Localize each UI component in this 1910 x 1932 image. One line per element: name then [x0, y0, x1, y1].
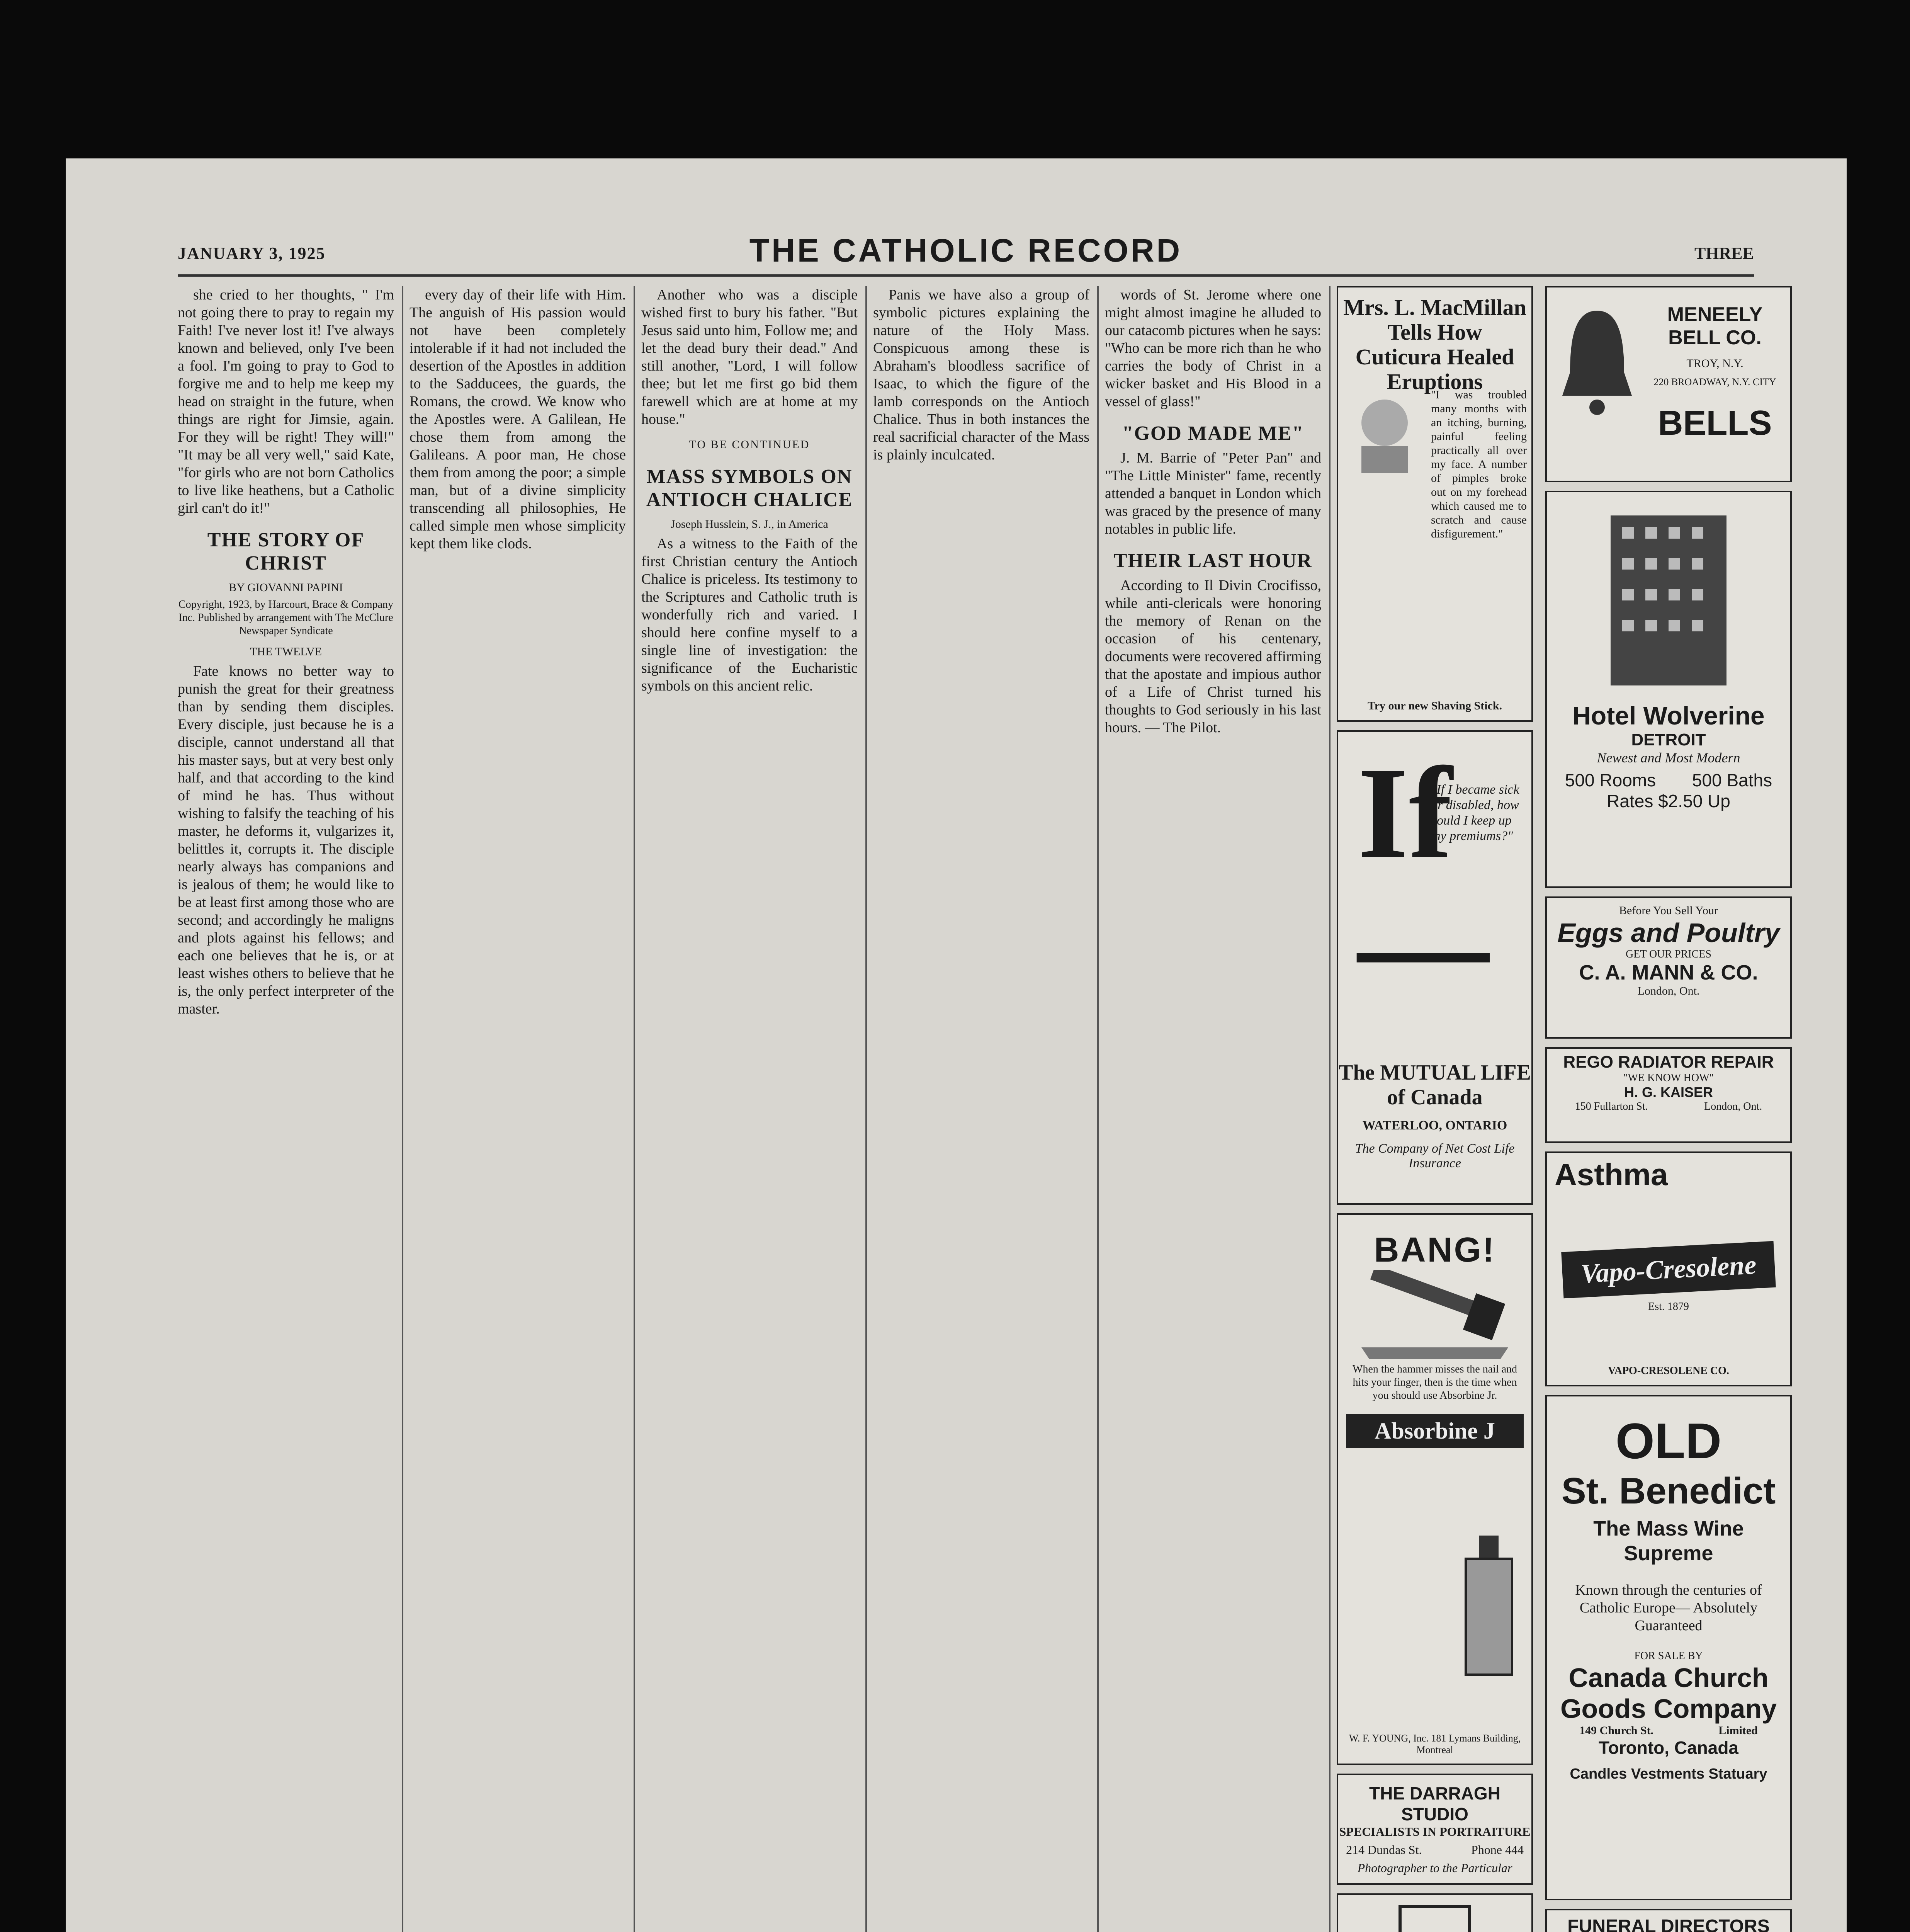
bottle-icon — [1458, 1536, 1520, 1682]
ad-phone: Phone 444 — [1471, 1843, 1524, 1857]
ad-firm: C. A. MANN & CO. — [1579, 961, 1758, 984]
column-5 — [1105, 286, 1321, 1932]
column-rule — [1097, 286, 1099, 1932]
article-headline: "GOD MADE ME" — [1122, 422, 1304, 444]
column-rule — [1329, 286, 1331, 1932]
woman-portrait-icon — [1346, 388, 1423, 473]
article-body: Another who was a disciple wished first to bury his father. "But Jesus said unto him, Follow me; and let the dead bury their dead." And still another, "Lord, I will follow thee; but let me first go bid them farewell which are at home at my house." — [641, 287, 858, 427]
ad-city: London, Ont. — [1704, 1100, 1762, 1112]
article-body: Panis we have also a group of symbolic pictures explaining the nature of the Holy Mass. Conspicuous among these is Abraham's bloodless sacrifice of Isaac, to which the figure of the lamb corresponds on the Antioch Chalice. Thus in both instances the real sacrificial character of the Mass is plainly inculcated. — [873, 287, 1089, 463]
cabinet-icon — [1385, 1903, 1485, 1932]
radiator-repair-ad — [1545, 1047, 1792, 1143]
column-3 — [641, 286, 858, 1932]
ad-big-letter: If— — [1358, 740, 1489, 1017]
ad-quote: "If I became sick or disabled, how could I keep up my premiums?" — [1431, 782, 1519, 843]
ad-tagline: "WE KNOW HOW" — [1623, 1072, 1714, 1084]
ad-address: 149 Church St. — [1579, 1724, 1654, 1737]
ad-city: Toronto, Canada — [1598, 1738, 1739, 1758]
eggs-poultry-ad — [1545, 896, 1792, 1039]
ad-baths: 500 Baths — [1692, 770, 1772, 790]
ad-title: St. Benedict — [1561, 1470, 1776, 1512]
continued-note: TO BE CONTINUED — [689, 438, 810, 451]
ad-title: REGO RADIATOR REPAIR — [1563, 1053, 1774, 1071]
ad-sale: FOR SALE BY — [1634, 1650, 1703, 1662]
ad-name: H. G. KAISER — [1624, 1084, 1713, 1100]
ad-city: DETROIT — [1631, 730, 1706, 749]
issue-date: JANUARY 3, 1925 — [178, 244, 326, 263]
ad-brand: Absorbine J — [1346, 1414, 1524, 1448]
ad-address: 150 Fullarton St. — [1575, 1100, 1648, 1112]
absorbine-ad — [1337, 1213, 1533, 1765]
cuticura-ad — [1337, 286, 1533, 722]
ad-title: MENEELY BELL CO. — [1667, 303, 1763, 349]
ad-tagline: Photographer to the Particular — [1357, 1861, 1512, 1875]
article-headline: THEIR LAST HOUR — [1113, 550, 1313, 572]
article-body: Fate knows no better way to punish the great for their greatness than by sending them disciples. Every disciple, just because he is a disciple, cannot understand all that his master says, but at very best only half, and that according to the kind of mind he has. Thus without wishing to falsify the teaching of his master, he deforms it, vulgarizes it, belittles it, corrupts it. The disciple nearly always has companions and is jealous of them; he would like to be at least first among those who are second; and accordingly he maligns and plots against his fellows; and each one believes that he is, or at least wishes others to believe that he is, the only perfect interpreter of the master. — [178, 663, 394, 1017]
column-rule — [634, 286, 635, 1932]
ad-header: FUNERAL DIRECTORS — [1567, 1916, 1770, 1932]
ad-body: When the hammer misses the nail and hits your finger, then is the time when you should use Absorbine Jr. — [1352, 1363, 1517, 1401]
ad-tagline: The Company of Net Cost Life Insurance — [1355, 1141, 1515, 1170]
column-rule — [865, 286, 867, 1932]
ad-city: London, Ont. — [1637, 985, 1700, 997]
page-number: THREE — [1694, 244, 1754, 263]
ad-est: Est. 1879 — [1648, 1301, 1689, 1313]
article-body: According to Il Divin Crocifisso, while anti-clericals were honoring the memory of Renan on the occasion of his centenary, documents were recovered affirming that the apostate and impious author of a Life of Christ turned his thoughts to God seriously in his last hours. — The Pilot. — [1105, 577, 1321, 736]
ad-title: THE DARRAGH STUDIO — [1369, 1783, 1500, 1824]
darragh-studio-ad — [1337, 1774, 1533, 1885]
ad-company: Canada Church Goods Company — [1560, 1663, 1777, 1724]
ad-old: OLD — [1615, 1413, 1722, 1469]
column-2 — [410, 286, 626, 1932]
mutual-life-ad — [1337, 730, 1533, 1205]
ad-sub: SPECIALISTS IN PORTRAITURE — [1339, 1825, 1531, 1838]
ad-body: "I was troubled many months with an itching, burning, painful feeling practically all over my face. A number of pimples broke out on my forehead which caused me to scratch and cause disfigurement." — [1431, 388, 1527, 540]
article-byline: Joseph Husslein, S. J., in America — [671, 518, 828, 531]
ad-city: TROY, N.Y. — [1686, 357, 1743, 370]
meneely-bell-ad — [1545, 286, 1792, 482]
article-body: words of St. Jerome where one might almost imagine he alluded to our catacomb pictures when he says: "Who can be more rich than he who carries the body of Christ in a wicker basket and His Blood in a vessel of glass!" — [1105, 287, 1321, 410]
story-continuation: she cried to her thoughts, " I'm not going there to pray to regain my Faith! I've never lost it! I've always known and believed, only I've been a fool. I'm going to pray to God to forgive me and to help me keep my head on straight in the future, when things are right for Jimsie, again. For they will be right! They will!" "It may be all very well," said Kate, "for girls who are not born Catholics to live like heathens, but a Catholic girl can't do it!" — [178, 287, 394, 516]
ad-title: Hotel Wolverine — [1572, 701, 1765, 730]
steel-furniture-ad — [1337, 1893, 1533, 1932]
column-1 — [178, 286, 394, 1932]
masthead — [178, 216, 1754, 277]
st-benedict-ad — [1545, 1395, 1792, 1900]
bell-icon — [1555, 303, 1640, 419]
ad-brand: Vapo-Cresolene — [1561, 1241, 1776, 1299]
section-heading: THE TWELVE — [250, 645, 322, 658]
ad-rates: Rates $2.50 Up — [1607, 791, 1730, 811]
ad-tagline: Newest and Most Modern — [1597, 750, 1740, 765]
ad-body: Known through the centuries of Catholic Europe— Absolutely Guaranteed — [1575, 1582, 1762, 1634]
ad-exclamation: BANG! — [1374, 1231, 1496, 1269]
newspaper-page — [66, 158, 1847, 1932]
ad-title: Asthma — [1555, 1157, 1668, 1192]
hotel-wolverine-ad — [1545, 491, 1792, 888]
ad-footer: W. F. YOUNG, Inc. 181 Lymans Building, Montreal — [1349, 1733, 1521, 1755]
newspaper-title: THE CATHOLIC RECORD — [749, 232, 1183, 269]
ad-sub: GET OUR PRICES — [1626, 948, 1711, 960]
column-4 — [873, 286, 1089, 1932]
ad-footer: Try our new Shaving Stick. — [1367, 699, 1502, 712]
ad-lead: Before You Sell Your — [1619, 904, 1718, 917]
article-body: As a witness to the Faith of the first Christian century the Antioch Chalice is priceless. Its testimony to the Scriptures and Catholic truth is wonderfully rich and varied. I should here confine myself to a single line of investigation: the significance of the Eucharistic symbols on this ancient relic. — [641, 536, 858, 694]
hotel-building-icon — [1595, 500, 1742, 693]
hammer-icon — [1346, 1270, 1524, 1363]
ad-address: 220 BROADWAY, N.Y. CITY — [1653, 376, 1776, 388]
ad-title: Eggs and Poultry — [1557, 918, 1780, 948]
article-headline: MASS SYMBOLS ON ANTIOCH CHALICE — [646, 466, 853, 511]
asthma-ad — [1545, 1151, 1792, 1386]
ad-city: WATERLOO, ONTARIO — [1362, 1118, 1507, 1133]
column-rule — [402, 286, 403, 1932]
ad-company: The MUTUAL LIFE of Canada — [1339, 1061, 1531, 1109]
ad-sub: The Mass Wine Supreme — [1593, 1517, 1744, 1565]
ad-items: Candles Vestments Statuary — [1570, 1766, 1767, 1782]
funeral-directors-ad — [1545, 1909, 1792, 1932]
article-byline: BY GIOVANNI PAPINI — [229, 581, 343, 594]
ad-footer: VAPO-CRESOLENE CO. — [1608, 1365, 1729, 1377]
ad-rooms: 500 Rooms — [1565, 770, 1656, 790]
article-body: J. M. Barrie of "Peter Pan" and "The Little Minister" fame, recently attended a banquet in London which was graced by the presence of many notables in public life. — [1105, 450, 1321, 537]
ad-bells: BELLS — [1658, 404, 1772, 442]
copyright-note: Copyright, 1923, by Harcourt, Brace & Company Inc. Published by arrangement with The McClure Newspaper Syndicate — [178, 599, 393, 637]
ad-title: Mrs. L. MacMillan Tells How Cuticura Healed Eruptions — [1343, 295, 1526, 394]
ad-limited: Limited — [1718, 1724, 1758, 1737]
article-body: every day of their life with Him. The anguish of His passion would not have been completely intolerable if it had not included the desertion of the Apostles in addition to the Sadducees, the guards, the Romans, the crowd. We know who the Apostles were. A Galilean, He chose them from among the Galileans. A poor man, He chose them from among the poor; a simple man, but of a divine simplicity transcending all philosophies, He called simple men whose simplicity kept them like clods. — [410, 287, 626, 552]
ad-address: 214 Dundas St. — [1346, 1843, 1422, 1857]
article-headline: THE STORY OF CHRIST — [207, 529, 365, 574]
